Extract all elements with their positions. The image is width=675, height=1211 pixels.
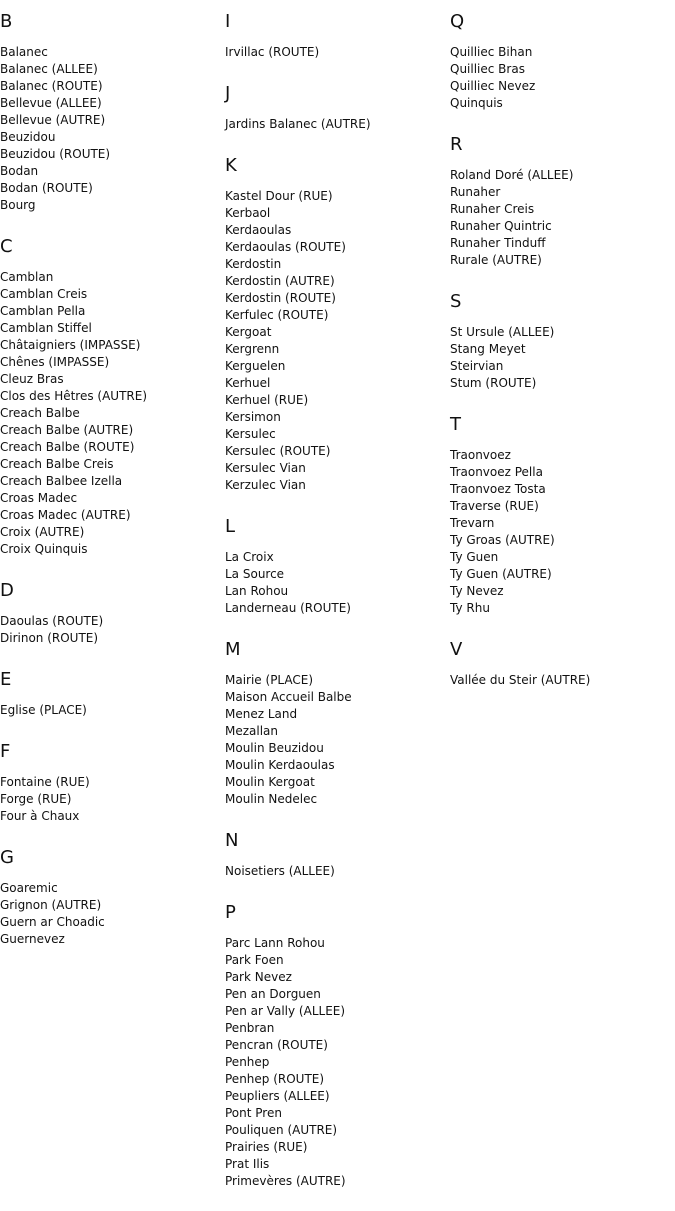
section-letter-heading: T: [450, 414, 461, 435]
section-letter-heading: C: [0, 236, 13, 257]
street-name: Clos des Hêtres (AUTRE): [0, 389, 148, 403]
letter-group-k: [225, 154, 445, 494]
letter-group-q: [450, 10, 670, 112]
section-letter-heading: Q: [450, 11, 465, 32]
street-name: Beuzidou (ROUTE): [0, 147, 111, 161]
street-name: Kerdostin (AUTRE): [225, 274, 335, 288]
street-name: Quilliec Nevez: [450, 79, 536, 93]
street-name: Maison Accueil Balbe: [225, 690, 352, 704]
street-name: Bellevue (ALLEE): [0, 96, 102, 110]
street-name: Quilliec Bihan: [450, 45, 533, 59]
street-name: Kersulec: [225, 427, 276, 441]
letter-group-r: [450, 133, 670, 269]
section-letter-heading: S: [450, 291, 462, 312]
street-name: Rurale (AUTRE): [450, 253, 542, 267]
section-letter-heading: I: [225, 11, 231, 32]
letter-group-c: [0, 235, 220, 558]
street-name: Noisetiers (ALLEE): [225, 864, 335, 878]
street-name: Moulin Beuzidou: [225, 741, 324, 755]
street-name: Forge (RUE): [0, 792, 72, 806]
street-name: Camblan Stiffel: [0, 321, 92, 335]
letter-group-l: [225, 515, 445, 617]
section-letter-heading: N: [225, 830, 239, 851]
street-list: [0, 44, 220, 214]
street-name: Croix (AUTRE): [0, 525, 85, 539]
street-name: Bodan: [0, 164, 39, 178]
street-list: [225, 44, 445, 61]
street-name: Penbran: [225, 1021, 275, 1035]
street-name: Traonvoez: [450, 448, 511, 462]
street-list: [225, 549, 445, 617]
street-name: Chênes (IMPASSE): [0, 355, 110, 369]
street-name: Traverse (RUE): [450, 499, 539, 513]
street-name: Pouliquen (AUTRE): [225, 1123, 338, 1137]
street-name: Creach Balbe (ROUTE): [0, 440, 135, 454]
street-name: Runaher Quintric: [450, 219, 552, 233]
street-name: Menez Land: [225, 707, 298, 721]
street-name: Creach Balbe Creis: [0, 457, 114, 471]
street-list: [225, 116, 445, 133]
letter-group-v: [450, 638, 670, 689]
section-letter-heading: F: [0, 741, 11, 762]
street-index-column-1: [0, 10, 220, 969]
letter-group-i: [225, 10, 445, 61]
street-list: [225, 935, 445, 1190]
street-name: Kerdaoulas: [225, 223, 292, 237]
street-name: Kerdaoulas (ROUTE): [225, 240, 346, 254]
street-name: Prairies (RUE): [225, 1140, 308, 1154]
street-name: Kersulec Vian: [225, 461, 306, 475]
street-name: Jardins Balanec (AUTRE): [225, 117, 371, 131]
street-name: Stang Meyet: [450, 342, 526, 356]
street-name: Pont Pren: [225, 1106, 282, 1120]
street-name: Goaremic: [0, 881, 58, 895]
section-letter-heading: L: [225, 516, 236, 537]
street-name: Cleuz Bras: [0, 372, 64, 386]
street-name: Ty Groas (AUTRE): [450, 533, 555, 547]
street-name: Dirinon (ROUTE): [0, 631, 99, 645]
street-name: Camblan Creis: [0, 287, 88, 301]
letter-group-p: [225, 901, 445, 1190]
street-name: Mairie (PLACE): [225, 673, 314, 687]
street-list: [450, 324, 670, 392]
street-name: Guern ar Choadic: [0, 915, 105, 929]
street-name: Ty Nevez: [450, 584, 504, 598]
street-name: Quilliec Bras: [450, 62, 525, 76]
street-name: Moulin Kergoat: [225, 775, 315, 789]
street-list: [450, 167, 670, 269]
street-name: Kerdostin (ROUTE): [225, 291, 336, 305]
street-name: Prat Ilis: [225, 1157, 270, 1171]
street-name: Croas Madec (AUTRE): [0, 508, 131, 522]
street-name: Ty Guen: [450, 550, 499, 564]
street-name: Vallée du Steir (AUTRE): [450, 673, 591, 687]
section-letter-heading: K: [225, 155, 237, 176]
street-name: Pen ar Vally (ALLEE): [225, 1004, 346, 1018]
section-letter-heading: R: [450, 134, 463, 155]
street-name: Park Foen: [225, 953, 284, 967]
street-list: [450, 44, 670, 112]
street-name: Parc Lann Rohou: [225, 936, 325, 950]
street-name: Ty Rhu: [450, 601, 490, 615]
street-name: Bodan (ROUTE): [0, 181, 93, 195]
street-name: Kergrenn: [225, 342, 280, 356]
street-name: Creach Balbee Izella: [0, 474, 123, 488]
street-name: Landerneau (ROUTE): [225, 601, 351, 615]
street-name: Grignon (AUTRE): [0, 898, 102, 912]
letter-group-g: [0, 846, 220, 948]
street-name: Irvillac (ROUTE): [225, 45, 320, 59]
street-name: La Croix: [225, 550, 274, 564]
letter-group-t: [450, 413, 670, 617]
street-name: La Source: [225, 567, 285, 581]
street-index-column-2: [225, 10, 445, 1211]
street-name: Kersulec (ROUTE): [225, 444, 331, 458]
street-list: [0, 269, 220, 558]
street-list: [225, 672, 445, 808]
street-list: [0, 702, 220, 719]
street-name: Guernevez: [0, 932, 65, 946]
street-name: Penhep: [225, 1055, 270, 1069]
street-name: Creach Balbe (AUTRE): [0, 423, 134, 437]
street-name: Moulin Nedelec: [225, 792, 318, 806]
section-letter-heading: V: [450, 639, 463, 660]
section-letter-heading: J: [225, 83, 231, 104]
section-letter-heading: P: [225, 902, 236, 923]
street-name: Kergoat: [225, 325, 272, 339]
street-name: Steirvian: [450, 359, 504, 373]
street-name: Penhep (ROUTE): [225, 1072, 325, 1086]
letter-group-s: [450, 290, 670, 392]
street-name: Bellevue (AUTRE): [0, 113, 106, 127]
street-list: [450, 672, 670, 689]
section-letter-heading: M: [225, 639, 241, 660]
street-name: Traonvoez Tosta: [450, 482, 546, 496]
street-name: Eglise (PLACE): [0, 703, 87, 717]
street-list: [450, 447, 670, 617]
street-name: Daoulas (ROUTE): [0, 614, 104, 628]
section-letter-heading: E: [0, 669, 12, 690]
street-name: Croix Quinquis: [0, 542, 88, 556]
street-name: Balanec (ROUTE): [0, 79, 103, 93]
street-name: Park Nevez: [225, 970, 292, 984]
street-list: [0, 613, 220, 647]
letter-group-n: [225, 829, 445, 880]
street-name: Trevarn: [450, 516, 495, 530]
street-name: Kerhuel (RUE): [225, 393, 309, 407]
street-name: Camblan: [0, 270, 54, 284]
street-list: [0, 774, 220, 825]
street-name: Mezallan: [225, 724, 279, 738]
street-name: Peupliers (ALLEE): [225, 1089, 330, 1103]
street-index-column-3: [450, 10, 670, 710]
street-name: Kerhuel: [225, 376, 271, 390]
street-name: Stum (ROUTE): [450, 376, 537, 390]
street-name: Creach Balbe: [0, 406, 80, 420]
section-letter-heading: G: [0, 847, 14, 868]
street-name: Moulin Kerdaoulas: [225, 758, 335, 772]
letter-group-f: [0, 740, 220, 825]
section-letter-heading: D: [0, 580, 14, 601]
letter-group-m: [225, 638, 445, 808]
street-name: Kerbaol: [225, 206, 271, 220]
street-name: Kerzulec Vian: [225, 478, 306, 492]
street-list: [225, 863, 445, 880]
street-name: Camblan Pella: [0, 304, 86, 318]
street-name: Ty Guen (AUTRE): [450, 567, 552, 581]
section-letter-heading: B: [0, 11, 13, 32]
street-name: Balanec: [0, 45, 48, 59]
letter-group-b: [0, 10, 220, 214]
street-name: Four à Chaux: [0, 809, 80, 823]
street-name: Runaher Creis: [450, 202, 535, 216]
letter-group-e: [0, 668, 220, 719]
street-name: Croas Madec: [0, 491, 78, 505]
letter-group-j: [225, 82, 445, 133]
street-name: Kerdostin: [225, 257, 282, 271]
letter-group-d: [0, 579, 220, 647]
street-name: Kerfulec (ROUTE): [225, 308, 329, 322]
street-name: Pen an Dorguen: [225, 987, 321, 1001]
street-name: Beuzidou: [0, 130, 56, 144]
street-name: Roland Doré (ALLEE): [450, 168, 574, 182]
street-name: Pencran (ROUTE): [225, 1038, 328, 1052]
street-name: Fontaine (RUE): [0, 775, 90, 789]
street-name: Balanec (ALLEE): [0, 62, 98, 76]
street-name: Runaher: [450, 185, 501, 199]
street-name: Bourg: [0, 198, 36, 212]
street-name: Lan Rohou: [225, 584, 289, 598]
street-name: Kerguelen: [225, 359, 286, 373]
street-list: [0, 880, 220, 948]
street-name: St Ursule (ALLEE): [450, 325, 555, 339]
street-name: Kastel Dour (RUE): [225, 189, 333, 203]
street-name: Quinquis: [450, 96, 503, 110]
street-name: Runaher Tinduff: [450, 236, 546, 250]
street-name: Primevères (AUTRE): [225, 1174, 346, 1188]
street-name: Kersimon: [225, 410, 281, 424]
street-name: Châtaigniers (IMPASSE): [0, 338, 141, 352]
street-list: [225, 188, 445, 494]
street-name: Traonvoez Pella: [450, 465, 543, 479]
